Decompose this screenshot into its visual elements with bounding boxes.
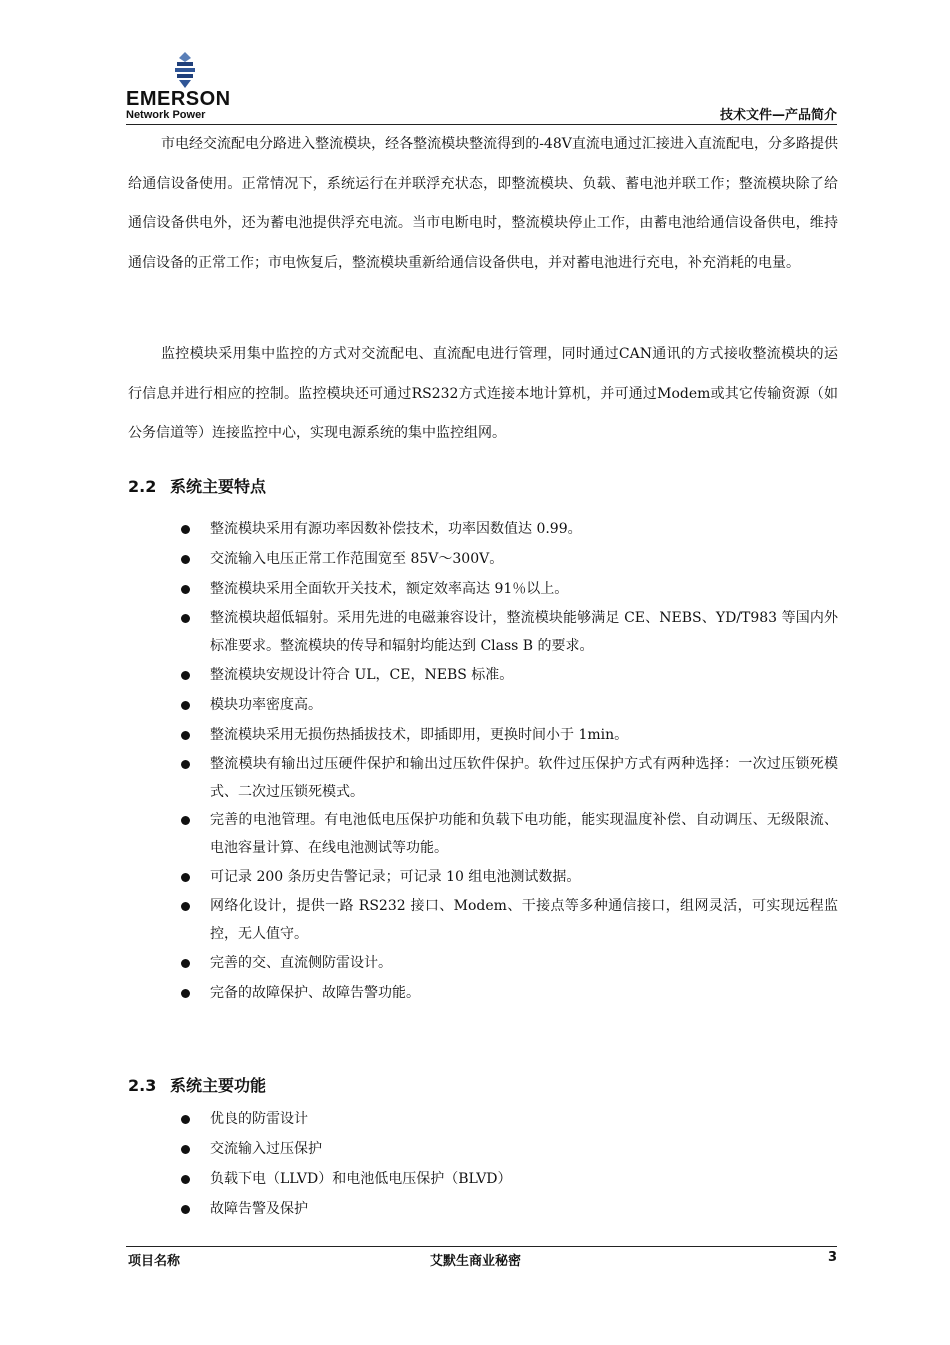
list-item: 整流模块采用有源功率因数补偿技术，功率因数值达 0.99。	[176, 514, 838, 544]
bullet-icon	[181, 614, 190, 623]
section-title: 系统主要特点	[170, 477, 267, 496]
bullet-icon	[181, 873, 190, 882]
logo-wordmark: EMERSON	[126, 88, 231, 110]
feature-list	[176, 514, 838, 1008]
list-item: 网络化设计，提供一路 RS232 接口、Modem、干接点等多种通信接口，组网灵活，可实现远程监控，无人值守。	[176, 892, 838, 948]
bullet-icon	[181, 816, 190, 825]
bullet-icon	[181, 760, 190, 769]
bullet-icon	[181, 701, 190, 710]
list-item: 交流输入过压保护	[176, 1134, 838, 1164]
section-heading-features	[128, 474, 266, 497]
footer-confidential: 艾默生商业秘密	[430, 1254, 522, 1269]
document-type: 技术文件—产品简介	[719, 108, 837, 123]
list-item: 优良的防雷设计	[176, 1104, 838, 1134]
section-number: 2.3	[128, 1076, 157, 1095]
bullet-icon	[181, 585, 190, 594]
bullet-icon	[181, 1145, 190, 1154]
list-item: 整流模块超低辐射。采用先进的电磁兼容设计，整流模块能够满足 CE、NEBS、YD/T983 等国内外标准要求。整流模块的传导和辐射均能达到 Class B 的要求。	[176, 604, 838, 660]
bullet-icon	[181, 1115, 190, 1124]
list-item: 完备的故障保护、故障告警功能。	[176, 978, 838, 1008]
logo-subtitle: Network Power	[126, 109, 206, 121]
list-item: 可记录 200 条历史告警记录；可记录 10 组电池测试数据。	[176, 862, 838, 892]
list-item: 负载下电（LLVD）和电池低电压保护（BLVD）	[176, 1164, 838, 1194]
list-item: 整流模块采用无损伤热插拔技术，即插即用，更换时间小于 1min。	[176, 720, 838, 750]
list-item: 整流模块采用全面软开关技术，额定效率高达 91％以上。	[176, 574, 838, 604]
bullet-icon	[181, 671, 190, 680]
emerson-mark-icon	[171, 52, 199, 92]
list-item: 交流输入电压正常工作范围宽至 85V～300V。	[176, 544, 838, 574]
bullet-icon	[181, 902, 190, 911]
paragraph-power-flow: 市电经交流配电分路进入整流模块，经各整流模块整流得到的-48V直流电通过汇接进入直流配电，分多路提供给通信设备使用。正常情况下，系统运行在并联浮充状态，即整流模块、负载、蓄电池并联工作；整流模块除了给通信设备供电外，还为蓄电池提供浮充电流。当市电断电时，整流模块停止工作，由蓄电池给通信设备供电，维持通信设备的正常工作；市电恢复后，整流模块重新给通信设备供电，并对蓄电池进行充电，补充消耗的电量。	[128, 136, 838, 271]
list-item: 模块功率密度高。	[176, 690, 838, 720]
bullet-icon	[181, 555, 190, 564]
list-item: 整流模块安规设计符合 UL，CE，NEBS 标准。	[176, 660, 838, 690]
emerson-logo	[126, 52, 256, 122]
bullet-icon	[181, 731, 190, 740]
bullet-icon	[181, 1205, 190, 1214]
section-heading-functions	[128, 1073, 266, 1096]
bullet-icon	[181, 1175, 190, 1184]
footer-divider	[126, 1246, 837, 1247]
bullet-icon	[181, 959, 190, 968]
bullet-icon	[181, 525, 190, 534]
list-item: 完善的电池管理。有电池低电压保护功能和负载下电功能，能实现温度补偿、自动调压、无级限流、电池容量计算、在线电池测试等功能。	[176, 806, 838, 862]
bullet-icon	[181, 989, 190, 998]
footer-project-name: 项目名称	[128, 1254, 181, 1269]
page-number: 3	[827, 1250, 837, 1265]
list-item: 故障告警及保护	[176, 1194, 838, 1224]
list-item: 完善的交、直流侧防雷设计。	[176, 948, 838, 978]
section-title: 系统主要功能	[170, 1076, 267, 1095]
list-item: 整流模块有输出过压硬件保护和输出过压软件保护。软件过压保护方式有两种选择：一次过压锁死模式、二次过压锁死模式。	[176, 750, 838, 806]
paragraph-monitoring: 监控模块采用集中监控的方式对交流配电、直流配电进行管理，同时通过CAN通讯的方式接收整流模块的运行信息并进行相应的控制。监控模块还可通过RS232方式连接本地计算机，并可通过Modem或其它传输资源（如公务信道等）连接监控中心，实现电源系统的集中监控组网。	[128, 346, 838, 441]
function-list	[176, 1104, 838, 1224]
section-number: 2.2	[128, 477, 157, 496]
